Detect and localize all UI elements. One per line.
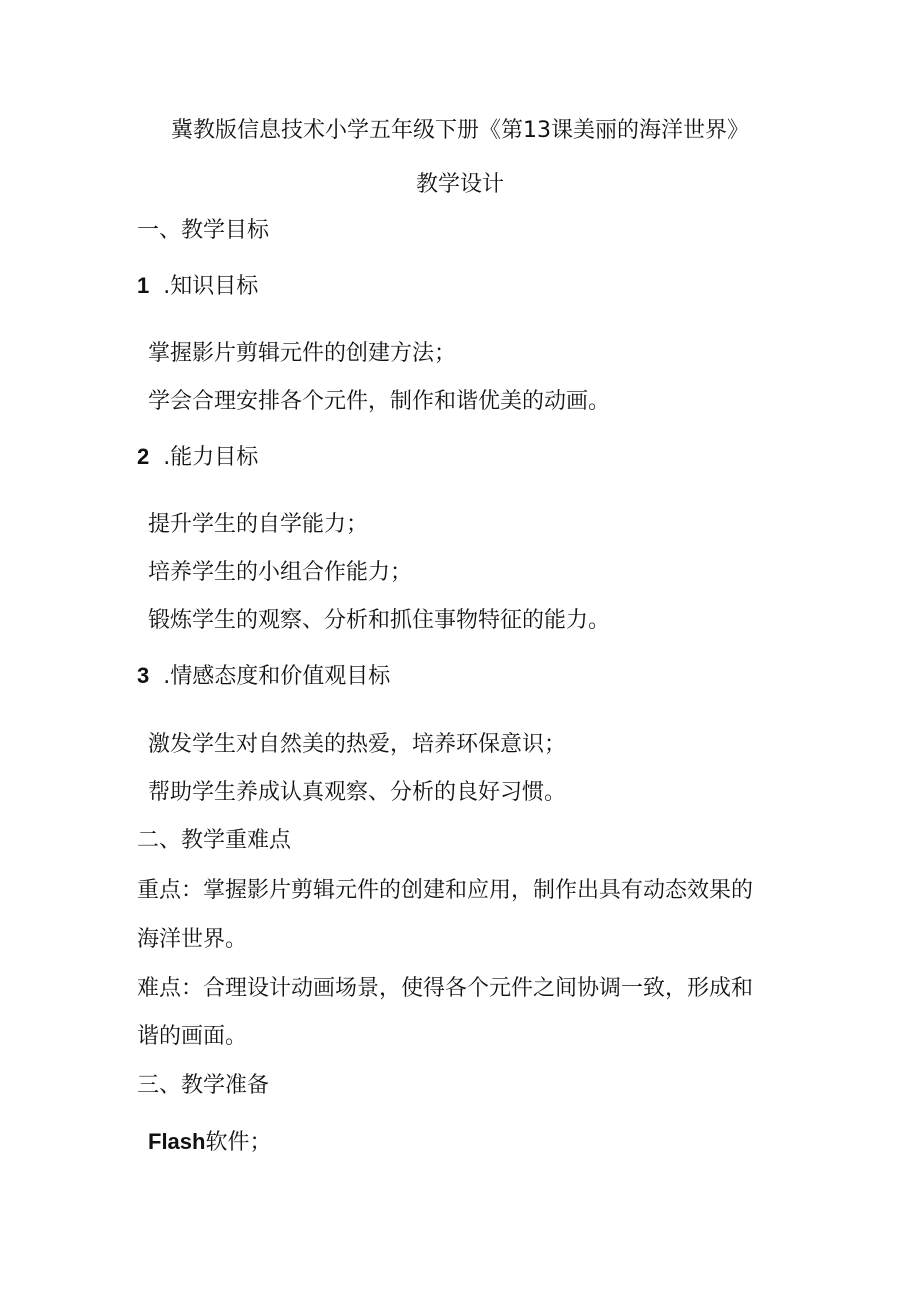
section1-heading: 一、教学目标 — [137, 218, 270, 243]
section3-heading: 三、教学准备 — [137, 1073, 270, 1098]
section2-heading: 二、教学重难点 — [137, 828, 292, 853]
key-point-line2: 海洋世界。 — [137, 927, 248, 952]
objective-ability-1: 提升学生的自学能力； — [148, 512, 369, 537]
subsection2-label: .能力目标 — [163, 445, 259, 470]
document-title-line1: 冀教版信息技术小学五年级下册《第13课美丽的海洋世界》 — [171, 118, 749, 143]
subsection2-number: 2 — [137, 444, 150, 469]
subsection2-heading — [137, 442, 258, 473]
document-title-line2: 教学设计 — [415, 172, 504, 197]
objective-knowledge-1: 掌握影片剪辑元件的创建方法； — [148, 341, 457, 366]
key-point-line1: 重点：掌握影片剪辑元件的创建和应用，制作出具有动态效果的 — [137, 878, 754, 903]
difficulty-line1: 难点：合理设计动画场景，使得各个元件之间协调一致，形成和 — [137, 976, 754, 1001]
subsection3-label: .情感态度和价值观目标 — [163, 664, 391, 689]
subsection3-heading — [137, 661, 390, 692]
subsection1-label: .知识目标 — [163, 274, 259, 299]
objective-ability-3: 锻炼学生的观察、分析和抓住事物特征的能力。 — [148, 608, 611, 633]
preparation-item-1 — [148, 1127, 271, 1158]
subsection3-number: 3 — [137, 663, 150, 688]
objective-attitude-1: 激发学生对自然美的热爱，培养环保意识； — [148, 732, 567, 757]
subsection1-heading — [137, 271, 258, 302]
preparation-item-1-software: Flash — [148, 1129, 206, 1154]
subsection1-number: 1 — [137, 273, 150, 298]
preparation-item-1-rest: 软件； — [205, 1130, 272, 1155]
objective-ability-2: 培养学生的小组合作能力； — [148, 560, 413, 585]
objective-attitude-2: 帮助学生养成认真观察、分析的良好习惯。 — [148, 780, 567, 805]
objective-knowledge-2: 学会合理安排各个元件，制作和谐优美的动画。 — [148, 389, 611, 414]
difficulty-line2: 谐的画面。 — [137, 1024, 248, 1049]
